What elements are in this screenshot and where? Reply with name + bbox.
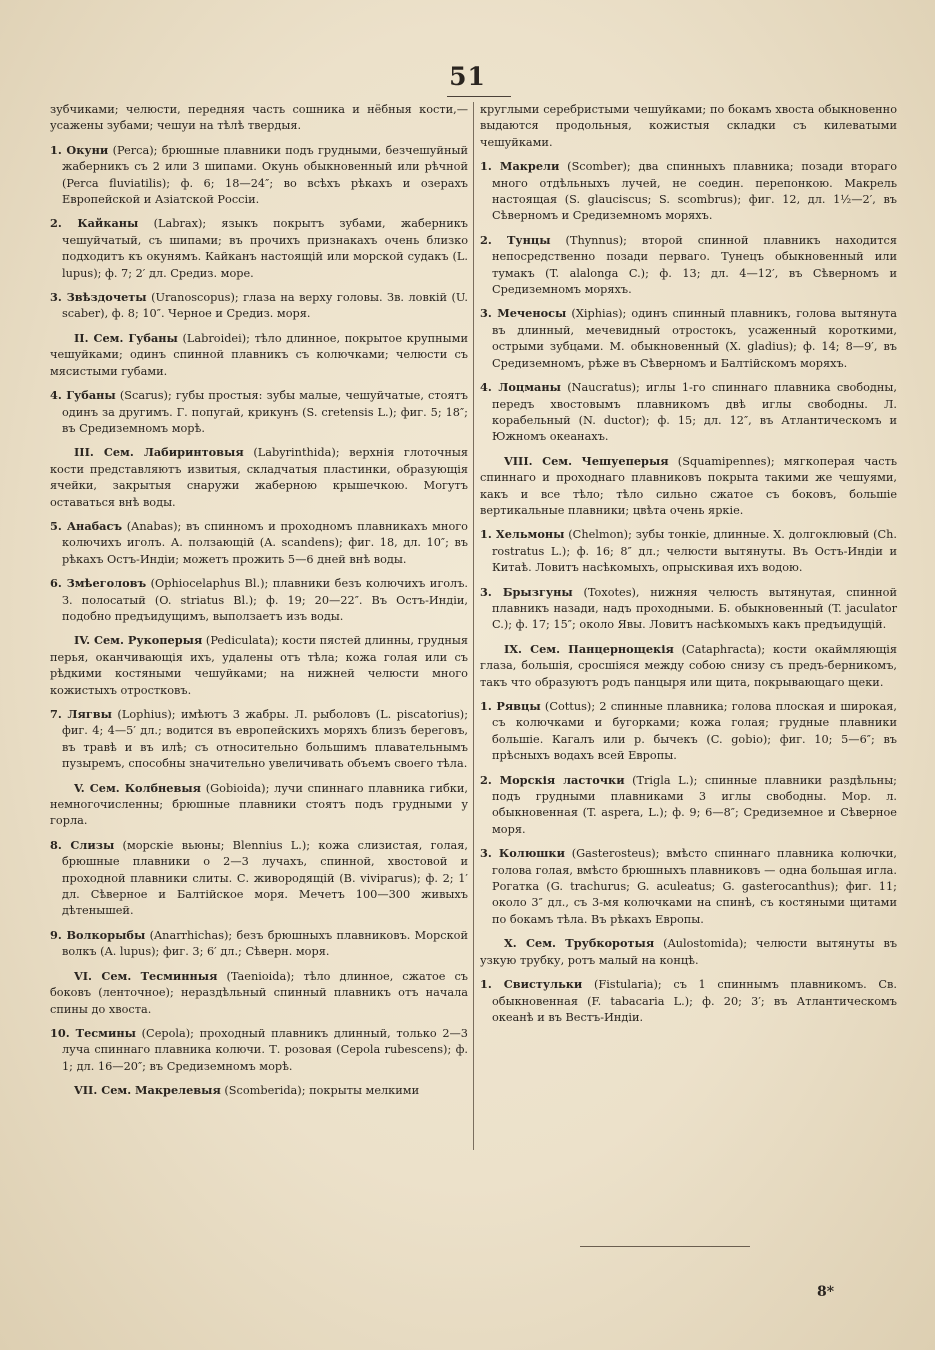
entry-heading: 9. Волкорыбы — [50, 927, 146, 942]
genus-entry — [480, 772, 897, 839]
entry-heading: II. Сем. Губаны — [74, 330, 178, 345]
entry-heading: IX. Сем. Панцернощекія — [504, 641, 674, 656]
genus-entry — [480, 698, 897, 765]
entry-text: (Toxotes), нижняя челюсть вытянутая, спинной плавникъ назади, надъ проходными. Б. обыкновенный (T. jaculator C.); ф. 17; 15″; около Явы. Ловитъ насѣкомыхъ какъ предъидущій. — [492, 585, 897, 632]
family-heading-paragraph — [50, 330, 468, 380]
family-heading-paragraph — [480, 453, 897, 520]
genus-entry — [50, 575, 468, 625]
entry-text: (Aulostomida); челюсти вытянуты въ узкую трубку, ротъ малый на концѣ. — [480, 937, 898, 967]
genus-entry — [50, 289, 468, 323]
family-heading-paragraph — [50, 632, 468, 699]
entry-heading: 1. Макрели — [480, 159, 560, 174]
genus-entry — [480, 584, 897, 634]
entry-text: (Thynnus); второй спинной плавникъ находится непосредственно позади перваго. Тунецъ обыкновенный или тумакъ (T. alalonga C.); ф. 13; дл. 4—12′, въ Сѣверномъ и Средиземномъ моряхъ. — [492, 233, 897, 297]
genus-entry — [50, 1025, 468, 1075]
entry-text: (Gobioida); лучи спиннаго плавника гибки, немногочисленны; брюшные плавники стоятъ подъ грудными у горла. — [50, 781, 468, 828]
entry-text: (Ophiocelaphus Bl.); плавники безъ колючихъ иголъ. З. полосатый (O. striatus Bl.); ф. 19; 20—22″. Въ Остъ-Индіи, подобно предъидущимъ, выползаетъ изъ воды. — [62, 577, 469, 623]
entry-heading: V. Сем. Колбневыя — [74, 780, 202, 795]
continuation-paragraph — [50, 102, 468, 135]
genus-entry — [480, 305, 897, 372]
family-heading-paragraph — [50, 780, 468, 830]
genus-entry — [50, 927, 468, 961]
entry-heading: 3. Звѣздочеты — [50, 290, 147, 305]
genus-entry — [50, 518, 468, 568]
entry-text: (Squamipennes); мягкоперая часть спиннаго и проходнаго плавниковъ покрыта такими же чешуями, какъ и все тѣло; тѣло сильно сжатое съ боковъ, большіе вертикальные плавники; цвѣта очень яркіе. — [480, 454, 897, 517]
genus-entry — [480, 526, 897, 576]
entry-text: (Scomber); два спинныхъ плавника; позади втораго много отдѣльныхъ лучей, не соедин. перепонкою. Макрель настоящая (S. glauciscus; S. scombrus); фиг. 12, дл. 1½—2′, въ Сѣверномъ и Средиземномъ моряхъ. — [492, 160, 897, 223]
genus-entry — [50, 706, 468, 773]
entry-heading: VIII. Сем. Чешуеперыя — [504, 453, 669, 468]
entry-text: круглыми серебристыми чешуйками; по бокамъ хвоста обыкновенно выдаются продольныя, кожистыя складки съ килеватыми чешуйками. — [480, 103, 897, 149]
entry-text: (Cepola); проходный плавникъ длинный, только 2—3 луча спиннаго плавника колючи. Т. розовая (Cepola rubescens); ф. 1; дл. 16—20″; въ Средиземномъ морѣ. — [62, 1026, 468, 1073]
genus-entry — [480, 379, 897, 446]
family-heading-paragraph — [480, 641, 897, 691]
entry-heading: 10. Тесмины — [50, 1025, 136, 1040]
entry-text: (Fistularia); съ 1 спиннымъ плавникомъ. Св. обыкновенная (F. tabacaria L.); ф. 20; 3′; въ Атлантическомъ океанѣ и въ Вестъ-Индіи. — [492, 978, 897, 1024]
entry-text: (Gasterosteus); вмѣсто спиннаго плавника колючки, голова голая, вмѣсто брюшныхъ плавниковъ — одна большая игла. Рогатка (G. trachurus; G. aculeatus; G. gasterocanthus); фиг. 11; около 3″ дл., съ 3-мя колючками на спинѣ, съ костяными щитами по бокамъ тѣла. Въ рѣкахъ Европы. — [492, 847, 898, 926]
family-heading-paragraph — [480, 935, 897, 969]
genus-entry — [50, 142, 468, 209]
entry-text: (Perca); брюшные плавники подъ грудными, безчешуйный жаберникъ съ 2 или 3 шипами. Окунь обыкновенный или рѣчной (Perca fluviatilis); ф. 6; 18—24″; во всѣхъ рѣкахъ и озерахъ Европейской и Азіатской Россіи. — [62, 143, 469, 207]
continuation-paragraph — [480, 102, 897, 151]
entry-text: зубчиками; челюсти, передняя часть сошника и нёбныя кости,— усажены зубами; чешуи на тѣлѣ твердыя. — [50, 103, 468, 133]
entry-text: (Cottus); 2 спинные плавника; голова плоская и широкая, съ колючками и бугорками; кожа голая; грудные плавники большіе. Кагалъ или р. бычекъ (C. gobio); фиг. 10; 5—6″; въ прѣсныхъ водахъ всей Европы. — [492, 700, 897, 763]
entry-heading: 7. Лягвы — [50, 707, 112, 721]
entry-heading: X. Сем. Трубкоротыя — [504, 936, 655, 951]
entry-heading: 4. Губаны — [50, 388, 116, 403]
genus-entry — [480, 976, 897, 1026]
signature-mark: 8* — [817, 1284, 835, 1300]
entry-heading: 2. Тунцы — [480, 232, 551, 247]
entry-text: (Scarus); губы простыя: зубы малые, чешуйчатые, стоятъ одинъ за другимъ. Г. попугай, крикунъ (S. cretensis L.); фиг. 5; 18″; въ Средиземномъ морѣ. — [62, 389, 468, 435]
entry-heading: VII. Сем. Макрелевыя — [74, 1083, 221, 1098]
page-number: 51 — [449, 62, 486, 91]
entry-heading: 4. Лоцманы — [480, 380, 561, 395]
entry-text: (Lophius); имѣютъ 3 жабры. Л. рыболовъ (L. piscatorius); фиг. 4; 4—5′ дл.; водится въ европейскихъ моряхъ близъ береговъ, въ травѣ и въ илѣ; съ относительно большимъ плавательнымъ пузыремъ, способны значительно увеличивать объемъ своего тѣла. — [62, 708, 468, 771]
family-heading-paragraph — [50, 968, 468, 1018]
entry-heading: III. Сем. Лабиринтовыя — [74, 445, 244, 460]
entry-heading: 3. Брызгуны — [480, 584, 573, 599]
family-heading-paragraph — [50, 1082, 468, 1099]
entry-text: (Naucratus); иглы 1-го спиннаго плавника свободны, передъ хвостовымъ плавникомъ двѣ иглы свободны. Л. корабельный (N. ductor); ф. 15; дл. 12″, въ Атлантическомъ и Южномъ океанахъ. — [492, 381, 897, 444]
entry-text: (Labroidei); тѣло длинное, покрытое крупными чешуйками; одинъ спинной плавникъ съ колючками; челюсти съ мясистыми губами. — [50, 331, 468, 378]
entry-heading: 2. Морскія ласточки — [480, 772, 625, 787]
entry-heading: 1. Свистульки — [480, 977, 583, 992]
entry-text: (Scomberida); покрыты мелкими — [220, 1084, 420, 1098]
entry-text: (Cataphracta); кости окаймляющія глаза, большія, сросшіяся между собою снизу съ предъ-берникомъ, такъ что образуютъ родъ панцыря или щита, покрывающаго щеки. — [480, 642, 897, 689]
entry-text: (Chelmon); зубы тонкіе, длинные. Х. долгоклювый (Ch. rostratus L.); ф. 16; 8″ дл.; челюсти вытянуты. Въ Остъ-Индіи и Китаѣ. Ловитъ насѣкомыхъ, опрыскивая ихъ водою. — [492, 528, 897, 575]
entry-heading: 3. Меченосы — [480, 306, 567, 321]
entry-text: (Labrax); языкъ покрытъ зубами, жаберникъ чешуйчатый, съ шипами; въ прочихъ признакахъ очень близко подходитъ къ окунямъ. Кайканъ настоящій или морской судакъ (L. lupus); ф. 7; 2′ дл. Средиз. море. — [62, 217, 468, 280]
entry-text: (Anarrhichas); безъ брюшныхъ плавниковъ. Морской волкъ (A. lupus); фиг. 3; 6′ дл.; Сѣверн. моря. — [62, 928, 468, 959]
genus-entry — [50, 215, 468, 282]
entry-text: (Labyrinthida); верхнія глоточныя кости представляютъ извитыя, складчатыя пластинки, образующія ячейки, закрытыя снаружи жаберною крышечкою. Могутъ оставаться внѣ воды. — [50, 446, 468, 509]
entry-heading: 8. Слизы — [50, 837, 115, 852]
genus-entry — [480, 845, 897, 928]
genus-entry — [50, 387, 468, 437]
genus-entry — [50, 837, 468, 920]
entry-text: (Pediculata); кости пястей длинны, грудныя перья, оканчивающія ихъ, удалены отъ тѣла; кожа голая или съ рѣдкими костяными чешуйками; на нижней челюсти много кожистыхъ отростковъ. — [50, 634, 469, 697]
entry-text: (морскіе вьюны; Blennius L.); кожа слизистая, голая, брюшные плавники о 2—3 лучахъ, спинной, хвостовой и проходной плавники слиты. С. живородящій (B. viviparus); ф. 2; 1′ дл. Сѣверное и Балтійское моря. Мечетъ 100—300 живыхъ дѣтенышей. — [62, 838, 468, 918]
entry-heading: VI. Сем. Тесминныя — [74, 968, 218, 983]
column-divider — [473, 102, 474, 1150]
footer-rule — [580, 1246, 750, 1247]
header-rule — [447, 96, 511, 97]
entry-heading: 1. Хельмоны — [480, 527, 565, 542]
entry-text: (Xiphias); одинъ спинный плавникъ, голова вытянута въ длинный, мечевидный отростокъ, усаженный короткими, острыми зубцами. М. обыкновенный (X. gladius); ф. 14; 8—9′, въ Средиземномъ, рѣже въ Сѣверномъ и Балтійскомъ моряхъ. — [492, 307, 897, 370]
right-column — [480, 102, 897, 1033]
genus-entry — [480, 232, 897, 299]
entry-heading: 1. Рявцы — [480, 699, 541, 713]
entry-heading: 6. Змѣеголовъ — [50, 576, 147, 591]
entry-text: (Trigla L.); спинные плавники раздѣльны; подъ грудными плавниками 3 иглы свободны. Мор. л. обыкновенная (T. aspera, L.); ф. 9; 6—8″; Средиземное и Сѣверное моря. — [492, 773, 897, 836]
entry-heading: 2. Кайканы — [50, 216, 139, 231]
entry-text: (Uranoscopus); глаза на верху головы. Зв. ловкій (U. scaber), ф. 8; 10″. Черное и Средиз. моря. — [62, 291, 468, 321]
entry-heading: IV. Сем. Рукоперыя — [74, 633, 203, 648]
genus-entry — [480, 158, 897, 225]
family-heading-paragraph — [50, 444, 468, 511]
entry-text: (Anabas); въ спинномъ и проходномъ плавникахъ много колючихъ иголъ. А. ползающій (A. scandens); фиг. 18, дл. 10″; въ рѣкахъ Остъ-Индіи; можетъ прожить 5—6 дней внѣ воды. — [62, 519, 468, 566]
entry-heading: 3. Колюшки — [480, 846, 565, 861]
entry-text: (Taenioida); тѣло длинное, сжатое съ боковъ (ленточное); нераздѣльный спинный плавникъ отъ начала спины до хвоста. — [50, 969, 468, 1016]
entry-heading: 5. Анабасъ — [50, 518, 123, 533]
entry-heading: 1. Окуни — [50, 142, 109, 157]
left-column — [50, 102, 468, 1107]
